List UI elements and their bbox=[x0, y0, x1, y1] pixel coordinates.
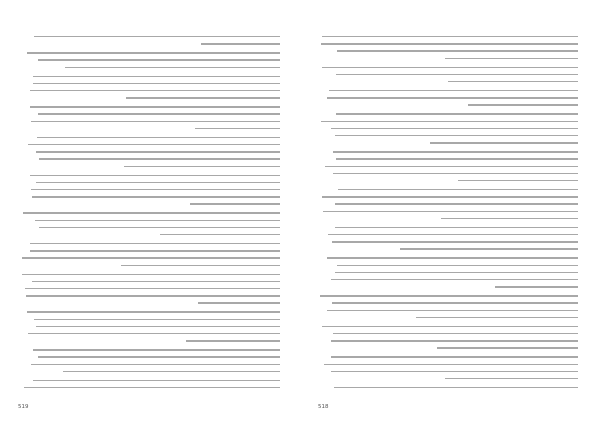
text-line bbox=[335, 227, 578, 228]
text-line bbox=[31, 189, 280, 190]
text-line bbox=[198, 302, 280, 303]
text-line bbox=[331, 128, 578, 129]
text-line bbox=[39, 158, 280, 159]
text-line bbox=[334, 387, 578, 388]
text-line bbox=[23, 212, 280, 213]
text-line bbox=[337, 265, 578, 266]
text-line bbox=[201, 43, 280, 44]
text-line bbox=[31, 364, 280, 365]
text-line bbox=[495, 286, 578, 287]
text-line bbox=[190, 203, 280, 204]
text-line bbox=[32, 281, 280, 282]
text-line bbox=[458, 180, 578, 181]
text-line bbox=[160, 234, 280, 235]
text-line bbox=[30, 175, 280, 176]
text-line bbox=[30, 243, 280, 244]
text-line bbox=[338, 189, 578, 190]
text-line bbox=[335, 272, 578, 273]
text-line bbox=[30, 250, 280, 251]
text-line bbox=[186, 340, 280, 341]
text-line bbox=[332, 241, 578, 242]
page-number-left: 519 bbox=[18, 404, 29, 410]
page-number-right: 518 bbox=[318, 404, 329, 410]
text-line bbox=[322, 326, 578, 327]
text-line bbox=[30, 106, 280, 107]
text-line bbox=[333, 333, 578, 334]
text-line bbox=[26, 295, 280, 296]
text-line bbox=[320, 295, 578, 296]
text-line bbox=[336, 74, 578, 75]
text-line bbox=[321, 43, 578, 44]
text-line bbox=[437, 347, 578, 348]
text-line bbox=[324, 364, 578, 365]
right-page-text-block bbox=[320, 36, 578, 396]
text-line bbox=[65, 67, 280, 68]
text-line bbox=[400, 248, 578, 249]
text-line bbox=[331, 356, 578, 357]
text-line bbox=[36, 151, 280, 152]
text-line bbox=[328, 234, 578, 235]
text-line bbox=[27, 311, 280, 312]
text-line bbox=[28, 144, 280, 145]
text-line bbox=[28, 333, 280, 334]
text-line bbox=[124, 166, 280, 167]
text-line bbox=[331, 340, 578, 341]
left-page-text-block bbox=[22, 36, 280, 396]
text-line bbox=[36, 326, 280, 327]
text-line bbox=[22, 274, 280, 275]
text-line bbox=[36, 182, 280, 183]
text-line bbox=[195, 128, 280, 129]
text-line bbox=[325, 166, 578, 167]
text-line bbox=[335, 135, 578, 136]
text-line bbox=[38, 113, 280, 114]
text-line bbox=[322, 196, 578, 197]
text-line bbox=[448, 81, 578, 82]
text-line bbox=[121, 265, 280, 266]
text-line bbox=[24, 387, 280, 388]
text-line bbox=[468, 104, 578, 105]
text-line bbox=[30, 90, 280, 91]
text-line bbox=[327, 97, 578, 98]
text-line bbox=[38, 356, 280, 357]
text-line bbox=[38, 59, 280, 60]
text-line bbox=[441, 218, 578, 219]
text-line bbox=[37, 137, 280, 138]
text-line bbox=[430, 142, 578, 143]
text-line bbox=[34, 36, 280, 37]
text-line bbox=[322, 67, 578, 68]
text-line bbox=[33, 349, 280, 350]
text-line bbox=[321, 121, 578, 122]
text-line bbox=[39, 227, 280, 228]
text-line bbox=[445, 378, 578, 379]
text-line bbox=[331, 279, 578, 280]
text-line bbox=[35, 220, 280, 221]
text-line bbox=[25, 288, 280, 289]
text-line bbox=[416, 317, 578, 318]
text-line bbox=[335, 203, 578, 204]
text-line bbox=[445, 58, 578, 59]
text-line bbox=[63, 371, 280, 372]
text-line bbox=[31, 121, 280, 122]
text-line bbox=[332, 302, 578, 303]
text-line bbox=[327, 257, 578, 258]
text-line bbox=[34, 319, 280, 320]
text-line bbox=[336, 113, 578, 114]
text-line bbox=[33, 76, 280, 77]
text-line bbox=[336, 158, 578, 159]
text-line bbox=[22, 257, 280, 258]
text-line bbox=[27, 52, 280, 53]
text-line bbox=[32, 196, 280, 197]
text-line bbox=[333, 173, 578, 174]
text-line bbox=[33, 83, 280, 84]
text-line bbox=[329, 90, 578, 91]
text-line bbox=[323, 211, 578, 212]
text-line bbox=[327, 310, 578, 311]
text-line bbox=[322, 36, 578, 37]
text-line bbox=[333, 151, 578, 152]
text-line bbox=[33, 380, 280, 381]
text-line bbox=[337, 50, 578, 51]
text-line bbox=[126, 97, 280, 98]
text-line bbox=[331, 371, 578, 372]
